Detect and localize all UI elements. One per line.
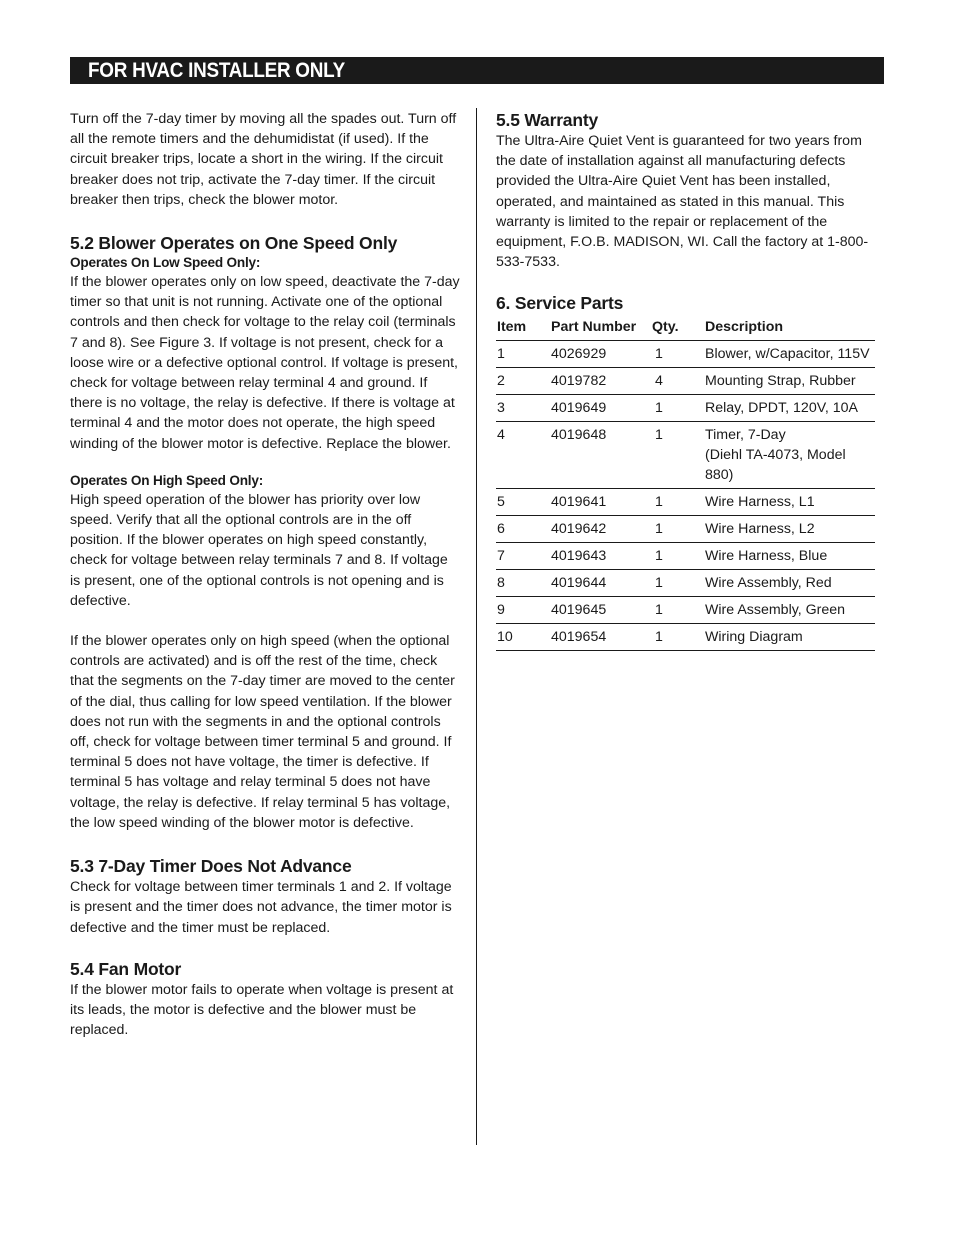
cell-description: Wire Harness, Blue [705,543,875,570]
cell-part-number: 4019654 [551,624,649,651]
intro-paragraph: Turn off the 7-day timer by moving all the spades out. Turn off all the remote timers and the dehumidistat (if used). If the circuit breaker trips, locate a short in the wiring. If the circuit breaker does not trip, activate the 7-day timer. If the circuit breaker then trips, check the blower motor. [70,111,457,208]
column-divider [476,108,477,1145]
banner-title: FOR HVAC INSTALLER ONLY [88,59,346,82]
table-row [496,368,875,395]
cell-item: 9 [496,597,551,624]
cell-qty: 1 [649,624,705,651]
cell-part-number: 4026929 [551,341,649,368]
cell-part-number: 4019644 [551,570,649,597]
cell-qty: 1 [649,516,705,543]
table-row [496,543,875,570]
cell-part-number: 4019649 [551,395,649,422]
right-column [496,109,876,651]
cell-description: Blower, w/Capacitor, 115V [705,341,875,368]
description-line-2: (Diehl TA-4073, Model 880) [705,447,846,484]
cell-part-number: 4019648 [551,422,649,489]
section-5-3 [70,855,460,938]
table-row [496,395,875,422]
cell-qty: 1 [649,489,705,516]
cell-item: 8 [496,570,551,597]
table-row [496,597,875,624]
cell-item: 3 [496,395,551,422]
table-row [496,422,875,489]
cell-qty: 1 [649,543,705,570]
description-line-1: Timer, 7-Day [705,427,786,444]
table-row [496,489,875,516]
warranty-paragraph: The Ultra-Aire Quiet Vent is guaranteed for two years from the date of installation against all manufacturing defects provided the Ultra-Aire Quiet Vent has been installed, operated, and maintained as stated in this manual. This warranty is limited to the repair or replacement of the equipment, F.O.B. MADISON, WI. Call the factory at 1-800-533-7533. [496,133,869,271]
cell-qty: 4 [649,368,705,395]
cell-description: Wire Assembly, Red [705,570,875,597]
cell-item: 10 [496,624,551,651]
cell-qty: 1 [649,570,705,597]
cell-qty: 1 [649,341,705,368]
service-parts-table [496,316,875,651]
column-header-part-number: Part Number [551,319,637,336]
cell-description: Relay, DPDT, 120V, 10A [705,395,875,422]
subsection-heading-high: Operates On High Speed Only: [70,472,264,488]
section-5-2 [70,220,460,833]
header-banner [70,57,884,84]
section-heading: 5.3 7-Day Timer Does Not Advance [70,856,352,877]
cell-part-number: 4019643 [551,543,649,570]
table-row [496,341,875,368]
cell-description: Wire Harness, L1 [705,489,875,516]
column-header-qty: Qty. [652,319,679,336]
cell-item: 1 [496,341,551,368]
section-heading: 5.4 Fan Motor [70,958,182,979]
cell-description: Wire Assembly, Green [705,597,875,624]
cell-description [705,422,875,489]
column-header-item: Item [497,319,527,336]
column-header-description: Description [705,319,784,336]
cell-item: 5 [496,489,551,516]
section-5-4 [70,958,460,1041]
section-heading: 5.5 Warranty [496,110,598,130]
cell-qty: 1 [649,395,705,422]
cell-part-number: 4019642 [551,516,649,543]
section-heading: 6. Service Parts [496,293,624,314]
cell-item: 6 [496,516,551,543]
high-speed-paragraph-2: If the blower operates only on high speed (when the optional controls are activated) and is off the rest of the time, check that the segments on the 7-day timer are moved to the center of the dial, thus calling for low speed ventilation. If the blower does not run with the segments in and the optional controls off, check for voltage between timer terminal 5 and ground. If terminal 5 does not have voltage, the timer is defective. If terminal 5 has voltage and relay terminal 5 does not have voltage, the relay is defective. If relay terminal 5 has voltage, the low speed winding of the blower motor is defective. [70,633,455,831]
high-speed-paragraph: High speed operation of the blower has priority over low speed. Verify that all the optional controls are in the off position. If the blower operates on high speed constantly, check for voltage between relay terminals 7 and 8. If voltage is present, one of the optional controls is not opening and is defective. [70,491,448,609]
table-row [496,624,875,651]
cell-description: Wiring Diagram [705,624,875,651]
cell-part-number: 4019641 [551,489,649,516]
cell-item: 4 [496,422,551,489]
cell-part-number: 4019782 [551,368,649,395]
subsection-heading-low: Operates On Low Speed Only: [70,255,261,271]
section-heading: 5.2 Blower Operates on One Speed Only [70,233,398,254]
cell-description: Mounting Strap, Rubber [705,368,875,395]
cell-part-number: 4019645 [551,597,649,624]
left-column [70,109,460,1040]
cell-qty: 1 [649,597,705,624]
table-row [496,516,875,543]
cell-item: 2 [496,368,551,395]
cell-qty: 1 [649,422,705,489]
table-header-row [496,316,875,341]
section-paragraph: If the blower motor fails to operate when voltage is present at its leads, the motor is defective and the blower must be replaced. [70,981,454,1039]
table-row [496,570,875,597]
section-5-5 [496,109,876,272]
low-speed-paragraph: If the blower operates only on low speed, deactivate the 7-day timer so that unit is not running. Activate one of the optional controls and then check for voltage to the relay coil (terminals 7 and 8). See Figure 3. If voltage is not present, check for a loose wire or a defective optional control. If voltage is present, check for voltage between relay terminal 4 and ground. If there is no voltage, the relay is defective. If there is voltage at terminal 4 and the motor does not operate, the high speed winding of the blower motor is defective. Replace the blower. [70,274,460,452]
section-6 [496,292,876,651]
cell-item: 7 [496,543,551,570]
section-paragraph: Check for voltage between timer terminals 1 and 2. If voltage is present and the timer does not advance, the timer motor is defective and the timer must be replaced. [70,879,452,936]
cell-description: Wire Harness, L2 [705,516,875,543]
